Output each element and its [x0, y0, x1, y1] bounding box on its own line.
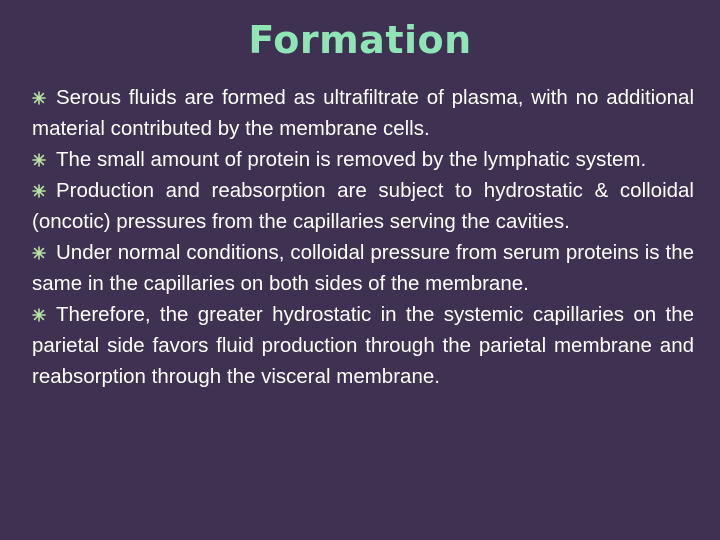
bullet-item-5	[32, 299, 694, 392]
snowflake-icon	[32, 308, 46, 322]
bullet-item-4	[32, 237, 694, 299]
bullet-text-4: Under normal conditions, colloidal pressure from serum proteins is the same in the capillaries on both sides of the membrane.	[32, 241, 694, 295]
bullet-item-1	[32, 82, 694, 144]
snowflake-icon	[32, 91, 46, 105]
bullet-item-3	[32, 175, 694, 237]
snowflake-icon	[32, 153, 46, 167]
bullet-text-5: Therefore, the greater hydrostatic in the systemic capillaries on the parietal side favors fluid production through the parietal membrane and reabsorption through the visceral membrane.	[32, 303, 694, 388]
bullet-list	[32, 82, 694, 392]
snowflake-icon	[32, 246, 46, 260]
bullet-text-1: Serous fluids are formed as ultrafiltrate of plasma, with no additional material contributed by the membrane cells.	[32, 86, 694, 140]
bullet-text-3: Production and reabsorption are subject to hydrostatic & colloidal (oncotic) pressures from the capillaries serving the cavities.	[32, 179, 694, 233]
bullet-item-2	[32, 144, 694, 175]
slide-title: Formation	[248, 18, 472, 62]
snowflake-icon	[32, 184, 46, 198]
bullet-text-2: The small amount of protein is removed by the lymphatic system.	[56, 148, 647, 171]
